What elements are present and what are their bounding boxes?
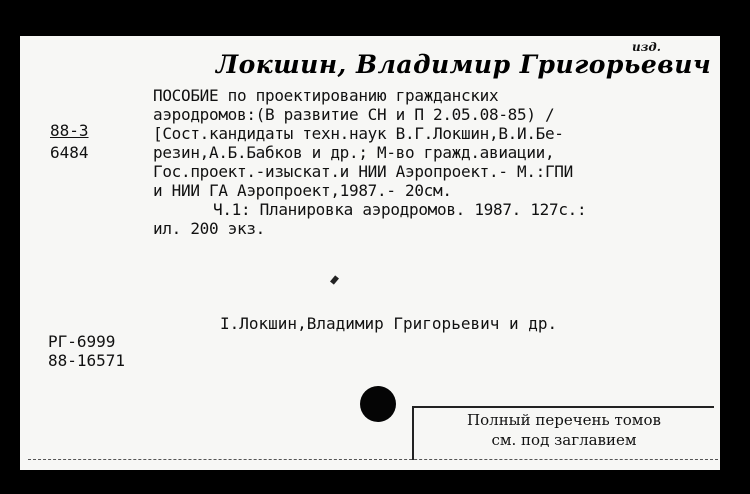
shelf-mark-line-1: 88-3 — [50, 121, 89, 140]
record-line: и НИИ ГА Аэропроект,1987.- 20см. — [153, 181, 452, 200]
volume-line: Ч.1: Планировка аэродромов. 1987. 127с.: — [213, 200, 587, 219]
pen-mark — [330, 275, 339, 284]
shelf-mark-line-2: 6484 — [50, 143, 89, 162]
bottom-rule — [28, 459, 718, 460]
call-number-line-2: 88-16571 — [48, 351, 126, 370]
call-numbers — [48, 332, 125, 370]
volumes-stamp — [412, 406, 714, 460]
call-number-line-1: РГ-6999 — [48, 332, 116, 351]
record-line: резин,А.Б.Бабков и др.; М-во гражд.авиации, — [153, 143, 555, 162]
handwritten-author-heading: Локшин, Владимир Григорьевич — [216, 50, 712, 79]
handwritten-note: изд. — [632, 40, 661, 54]
catalog-card — [20, 36, 720, 470]
record-line: Гос.проект.-изыскат.и НИИ Аэропроект.- М.:ГПИ — [153, 162, 573, 181]
punch-hole — [360, 386, 396, 422]
added-entry: I.Локшин,Владимир Григорьевич и др. — [220, 314, 558, 333]
stamp-line-1: Полный перечень томов — [467, 411, 661, 429]
stamp-line-2: см. под заглавием — [491, 431, 637, 449]
bibliographic-record — [153, 86, 586, 238]
record-line: [Сост.кандидаты техн.наук В.Г.Локшин,В.И.Бе- — [153, 124, 564, 143]
record-line: ПОСОБИЕ по проектированию гражданских — [153, 86, 499, 105]
shelf-mark — [50, 120, 89, 164]
record-line: аэродромов:(В развитие СН и П 2.05.08-85) / — [153, 105, 555, 124]
illustrations-line: ил. 200 экз. — [153, 219, 265, 238]
